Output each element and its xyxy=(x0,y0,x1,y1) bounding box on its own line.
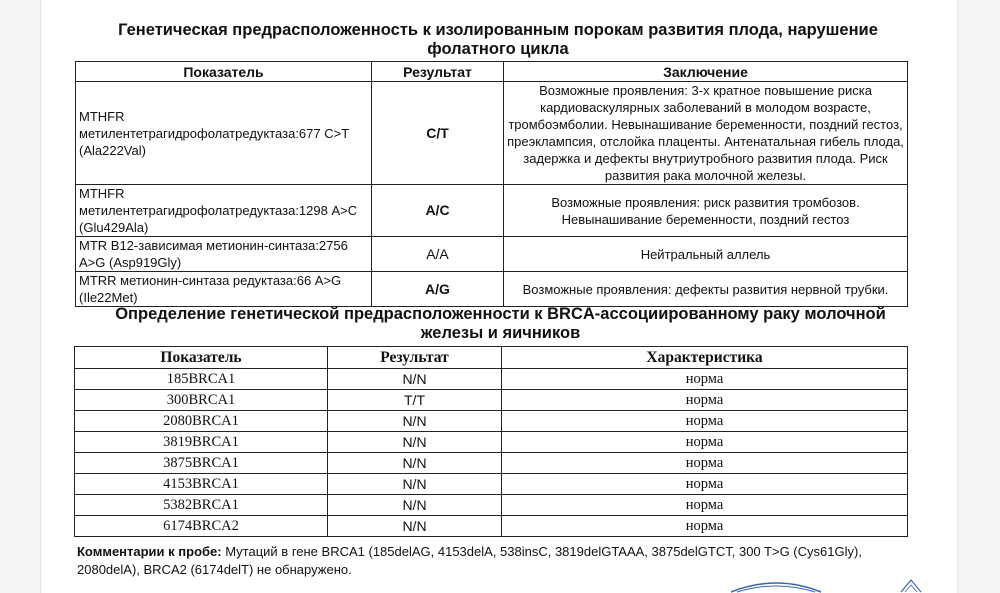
brca-marker-cell: 5382BRCA1 xyxy=(75,495,328,516)
brca-table xyxy=(74,346,908,537)
result-cell: A/G xyxy=(372,272,504,307)
table-row xyxy=(75,390,908,411)
comment-text: Мутаций в гене BRCA1 (185delAG, 4153delA, 538insC, 3819delGTAAA, 3875delGTCT, 300 T>G (Cys61Gly), 2080delA), BRCA2 (6174delT) не обнаружено. xyxy=(77,544,862,577)
conclusion-cell: Возможные проявления: риск развития тромбозов. Невынашивание беременности, поздний гестоз xyxy=(504,185,908,237)
characteristic-cell: норма xyxy=(502,432,908,453)
document-page xyxy=(41,0,958,593)
result-cell: A/A xyxy=(372,237,504,272)
brca-marker-cell: 4153BRCA1 xyxy=(75,474,328,495)
result-cell: C/T xyxy=(372,82,504,185)
conclusion-cell: Возможные проявления: 3-х кратное повышение риска кардиоваскулярных заболеваний в молодом возрасте, тромбоэмболии. Невынашивание беременности, поздний гестоз, преэклампсия, отслойка плаценты. Антенатальная гибель плода, задержка и дефекты внутриутробного развития плода. Риск развития рака молочной железы. xyxy=(504,82,908,185)
brca-marker-cell: 300BRCA1 xyxy=(75,390,328,411)
table-row xyxy=(75,495,908,516)
result-cell: A/C xyxy=(372,185,504,237)
brca-marker-cell: 185BRCA1 xyxy=(75,369,328,390)
table-row xyxy=(76,82,908,185)
folate-table-header xyxy=(76,62,908,82)
sample-comment xyxy=(77,543,917,579)
table-row xyxy=(75,453,908,474)
param-cell: MTHFR метилентетрагидрофолатредуктаза:677 C>T (Ala222Val) xyxy=(76,82,372,185)
brca-marker-cell: 3875BRCA1 xyxy=(75,453,328,474)
conclusion-cell: Возможные проявления: дефекты развития нервной трубки. xyxy=(504,272,908,307)
comment-label: Комментарии к пробе: xyxy=(77,544,222,559)
table-row xyxy=(75,516,908,537)
header-parameter: Показатель xyxy=(76,62,372,82)
result-cell: N/N xyxy=(328,453,502,474)
characteristic-cell: норма xyxy=(502,390,908,411)
result-cell: N/N xyxy=(328,411,502,432)
result-cell: N/N xyxy=(328,432,502,453)
header-result: Результат xyxy=(372,62,504,82)
characteristic-cell: норма xyxy=(502,453,908,474)
param-cell: MTRR метионин-синтаза редуктаза:66 A>G (Ile22Met) xyxy=(76,272,372,307)
header-result: Результат xyxy=(328,347,502,369)
brca-marker-cell: 3819BRCA1 xyxy=(75,432,328,453)
folate-table xyxy=(75,61,908,307)
characteristic-cell: норма xyxy=(502,411,908,432)
result-cell: N/N xyxy=(328,369,502,390)
characteristic-cell: норма xyxy=(502,516,908,537)
characteristic-cell: норма xyxy=(502,369,908,390)
param-cell: MTHFR метилентетрагидрофолатредуктаза:1298 A>C (Glu429Ala) xyxy=(76,185,372,237)
result-cell: T/T xyxy=(328,390,502,411)
characteristic-cell: норма xyxy=(502,495,908,516)
header-parameter: Показатель xyxy=(75,347,328,369)
stamp-seal xyxy=(731,578,931,593)
header-conclusion: Заключение xyxy=(504,62,908,82)
table-row xyxy=(76,185,908,237)
brca-table-header xyxy=(75,347,908,369)
result-cell: N/N xyxy=(328,495,502,516)
table-row xyxy=(75,369,908,390)
conclusion-cell: Нейтральный аллель xyxy=(504,237,908,272)
table-row xyxy=(76,272,908,307)
brca-marker-cell: 2080BRCA1 xyxy=(75,411,328,432)
param-cell: MTR B12-зависимая метионин-синтаза:2756 A>G (Asp919Gly) xyxy=(76,237,372,272)
left-margin xyxy=(0,0,41,593)
table-row xyxy=(75,432,908,453)
result-cell: N/N xyxy=(328,516,502,537)
section2-title: Определение генетической предрасположенности к BRCA-ассоциированному раку молочной железы и яичников xyxy=(115,305,886,342)
table-row xyxy=(76,237,908,272)
brca-marker-cell: 6174BRCA2 xyxy=(75,516,328,537)
table-row xyxy=(75,411,908,432)
characteristic-cell: норма xyxy=(502,474,908,495)
right-margin xyxy=(957,0,1000,593)
section1-title: Генетическая предрасположенность к изолированным порокам развития плода, нарушение фолатного цикла xyxy=(118,21,878,58)
header-characteristic: Характеристика xyxy=(502,347,908,369)
table-row xyxy=(75,474,908,495)
result-cell: N/N xyxy=(328,474,502,495)
